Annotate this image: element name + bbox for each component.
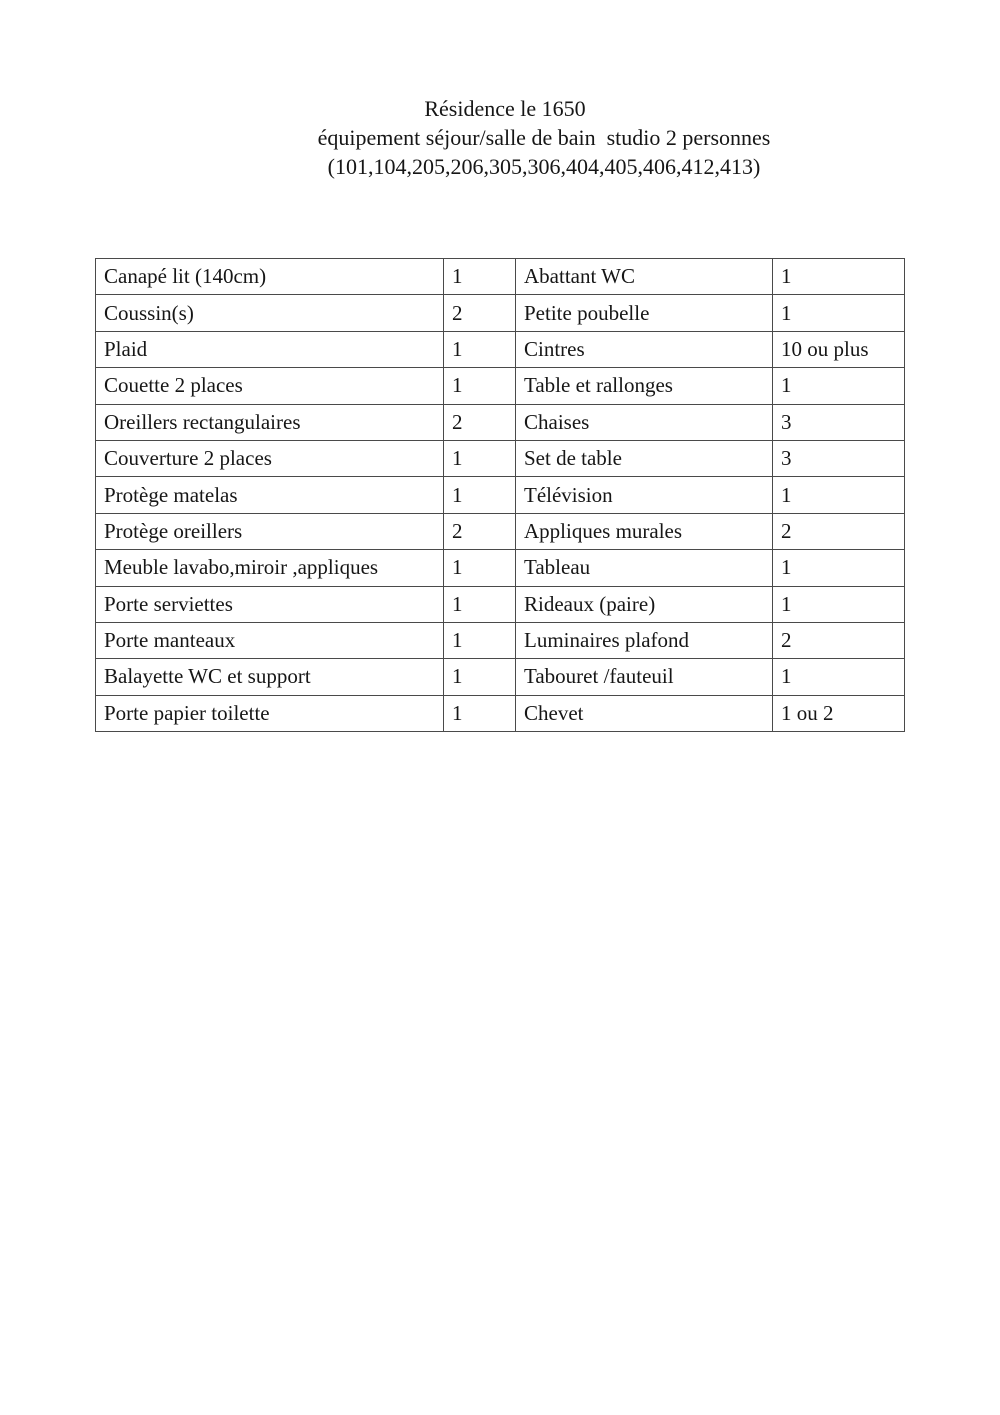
- qty-cell: 1 ou 2: [773, 695, 905, 731]
- item-cell: Luminaires plafond: [516, 622, 773, 658]
- item-cell: Porte manteaux: [96, 622, 444, 658]
- item-cell: Tabouret /fauteuil: [516, 659, 773, 695]
- item-cell: Rideaux (paire): [516, 586, 773, 622]
- qty-cell: 1: [773, 477, 905, 513]
- item-cell: Protège matelas: [96, 477, 444, 513]
- qty-cell: 1: [444, 440, 516, 476]
- title-line-residence: Résidence le 1650: [424, 96, 586, 121]
- qty-cell: 1: [444, 659, 516, 695]
- table-row: [96, 259, 905, 295]
- item-cell: Coussin(s): [96, 295, 444, 331]
- item-cell: Chaises: [516, 404, 773, 440]
- item-cell: Balayette WC et support: [96, 659, 444, 695]
- qty-cell: 1: [444, 550, 516, 586]
- item-cell: Canapé lit (140cm): [96, 259, 444, 295]
- qty-cell: 2: [773, 622, 905, 658]
- item-cell: Tableau: [516, 550, 773, 586]
- item-cell: Plaid: [96, 331, 444, 367]
- table-row: [96, 586, 905, 622]
- qty-cell: 2: [444, 513, 516, 549]
- item-cell: Table et rallonges: [516, 368, 773, 404]
- qty-cell: 1: [773, 586, 905, 622]
- item-cell: Télévision: [516, 477, 773, 513]
- item-cell: Petite poubelle: [516, 295, 773, 331]
- item-cell: Porte papier toilette: [96, 695, 444, 731]
- qty-cell: 2: [444, 295, 516, 331]
- qty-cell: 1: [773, 659, 905, 695]
- table-row: [96, 331, 905, 367]
- title-line-equipment: équipement séjour/salle de bain studio 2 personnes: [317, 125, 771, 150]
- equipment-table: [95, 258, 905, 732]
- table-row: [96, 440, 905, 476]
- item-cell: Meuble lavabo,miroir ,appliques: [96, 550, 444, 586]
- qty-cell: 1: [773, 259, 905, 295]
- table-row: [96, 368, 905, 404]
- qty-cell: 2: [773, 513, 905, 549]
- item-cell: Couverture 2 places: [96, 440, 444, 476]
- table-row: [96, 295, 905, 331]
- table-row: [96, 659, 905, 695]
- item-cell: Abattant WC: [516, 259, 773, 295]
- item-cell: Protège oreillers: [96, 513, 444, 549]
- title-line-room-numbers: (101,104,205,206,305,306,404,405,406,412,413): [327, 154, 761, 179]
- table-row: [96, 622, 905, 658]
- table-row: [96, 550, 905, 586]
- qty-cell: 1: [773, 295, 905, 331]
- qty-cell: 1: [773, 550, 905, 586]
- qty-cell: 2: [444, 404, 516, 440]
- qty-cell: 1: [444, 259, 516, 295]
- table-row: [96, 695, 905, 731]
- item-cell: Set de table: [516, 440, 773, 476]
- qty-cell: 1: [444, 368, 516, 404]
- equipment-table-body: [96, 259, 905, 732]
- qty-cell: 1: [773, 368, 905, 404]
- qty-cell: 1: [444, 695, 516, 731]
- item-cell: Porte serviettes: [96, 586, 444, 622]
- document-title-block: [0, 94, 1000, 181]
- qty-cell: 10 ou plus: [773, 331, 905, 367]
- item-cell: Chevet: [516, 695, 773, 731]
- qty-cell: 3: [773, 404, 905, 440]
- item-cell: Cintres: [516, 331, 773, 367]
- qty-cell: 1: [444, 331, 516, 367]
- table-row: [96, 404, 905, 440]
- qty-cell: 1: [444, 477, 516, 513]
- item-cell: Couette 2 places: [96, 368, 444, 404]
- item-cell: Appliques murales: [516, 513, 773, 549]
- qty-cell: 3: [773, 440, 905, 476]
- table-row: [96, 513, 905, 549]
- table-row: [96, 477, 905, 513]
- item-cell: Oreillers rectangulaires: [96, 404, 444, 440]
- qty-cell: 1: [444, 622, 516, 658]
- qty-cell: 1: [444, 586, 516, 622]
